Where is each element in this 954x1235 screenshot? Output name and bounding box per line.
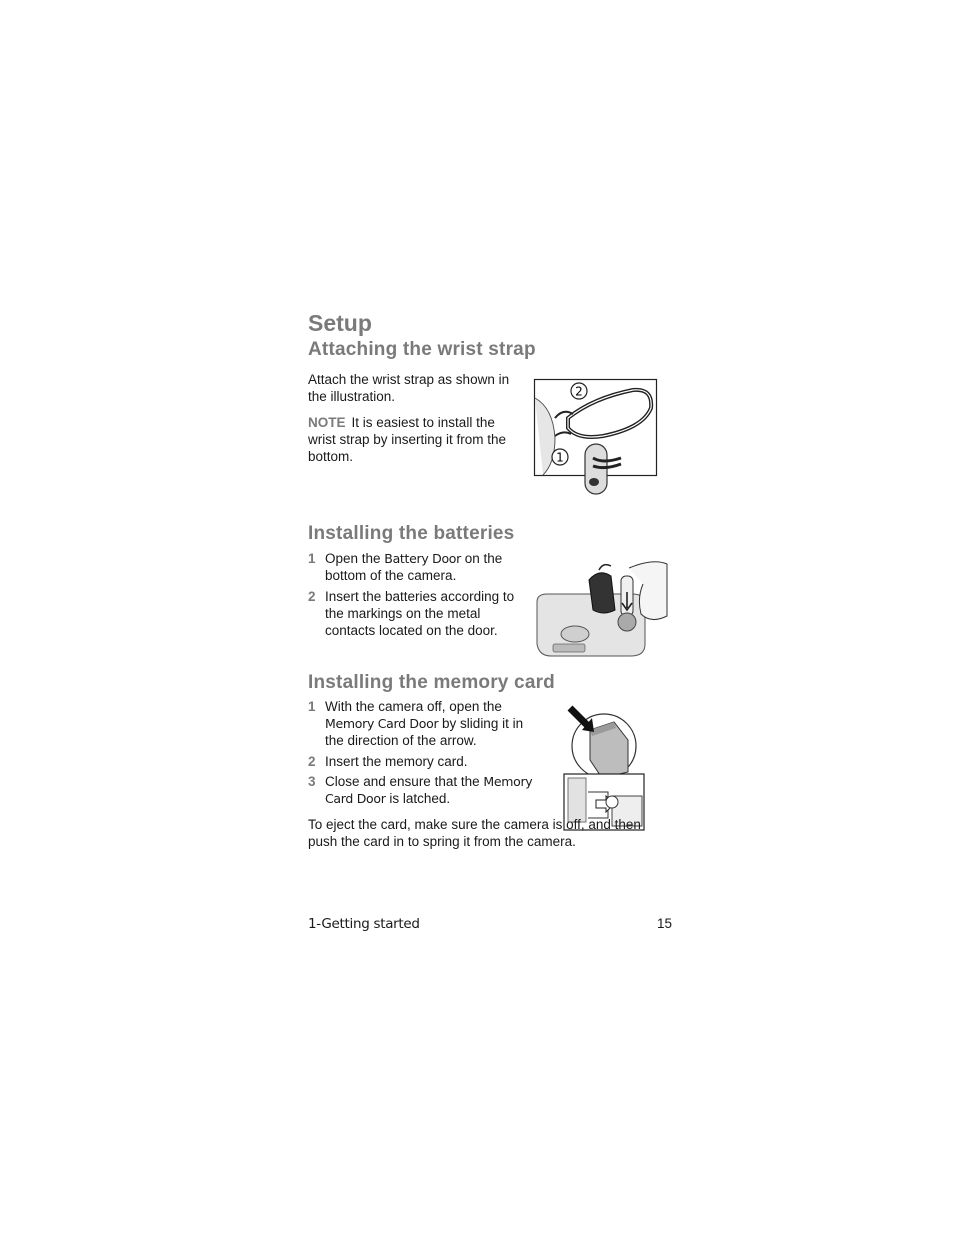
battery-door-label: Battery Door	[384, 551, 461, 566]
step-number: 3	[308, 774, 316, 789]
footer-chapter: 1-Getting started	[308, 916, 420, 932]
memory-card-door-label: Memory Card Door	[325, 774, 533, 806]
callout-2: 2	[575, 384, 583, 399]
memory-step-2	[308, 753, 533, 770]
note-text: It is easiest to install the wrist strap by inserting it from the bottom.	[308, 415, 507, 464]
page-number: 15	[657, 916, 673, 931]
memory-card-illustration	[562, 700, 648, 834]
step-text: Insert the batteries according to the markings on the metal contacts located on the door.	[325, 589, 515, 638]
step-number: 1	[308, 551, 316, 566]
page-title: Setup	[308, 310, 372, 336]
step-text: on the bottom of the camera.	[325, 551, 503, 583]
step-text: Close and ensure that the	[325, 774, 484, 789]
eject-instructions: To eject the card, make sure the camera is off, and then push the card in to spring it from the camera.	[308, 817, 641, 849]
step-text: by sliding it in the direction of the arrow.	[325, 716, 524, 748]
memory-card-heading: Installing the memory card	[308, 672, 555, 693]
step-number: 2	[308, 754, 316, 769]
step-text: Open the	[325, 551, 385, 566]
wrist-strap-intro: Attach the wrist strap as shown in the illustration.	[308, 372, 510, 404]
step-number: 1	[308, 699, 316, 714]
batteries-illustration	[533, 558, 669, 662]
step-text: With the camera off, open the	[325, 699, 502, 714]
step-text: is latched.	[385, 791, 451, 806]
wrist-strap-heading: Attaching the wrist strap	[308, 339, 536, 360]
step-text: Insert the memory card.	[325, 754, 468, 769]
step-number: 2	[308, 589, 316, 604]
wrist-strap-illustration	[533, 378, 659, 500]
callout-1: 1	[556, 450, 564, 465]
battery-step-1	[308, 550, 518, 584]
batteries-heading: Installing the batteries	[308, 523, 515, 544]
memory-step-3	[308, 773, 533, 807]
memory-card-door-label: Memory Card Door	[325, 716, 439, 731]
memory-step-1	[308, 698, 533, 749]
battery-step-2	[308, 588, 518, 639]
wrist-strap-note	[308, 414, 513, 465]
note-label: NOTE	[308, 415, 346, 430]
